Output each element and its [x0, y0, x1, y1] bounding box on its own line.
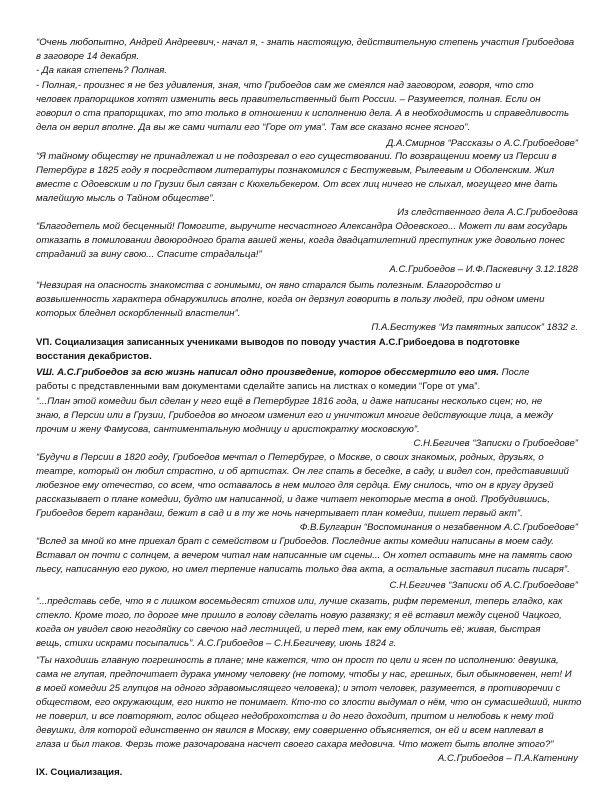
text-line: “...представь себе, что я с лишком восемьдесят стихов или, лучше сказать, рифм переменил, теперь гладко, как: [36, 596, 563, 607]
text-line: “Невзирая на опасность знакомства с гонимыми, он явно старался быть полезным. Благородство и: [36, 280, 501, 291]
section-heading: VП. Социализация записанных учениками выводов по поводу участия А.С.Грибоедова в подготовке: [36, 337, 520, 348]
attribution: С.Н.Бегичев “Записки об А.С.Грибоедове”: [389, 580, 578, 591]
text-line: в заговоре 14 декабря.: [36, 51, 140, 62]
text-line: обществом, его окружающим, его никто не понимает. Кто-то со злости выдумал о нём, что он сумасшедший, никто: [36, 697, 582, 708]
text-line: - Да какая степень? Полная.: [36, 65, 168, 76]
text-line: театре, который он любил страстно, и об артистах. Он лег спать в беседке, в саду, и видел сон, представивший: [36, 466, 569, 477]
text-line: работы с представленными вам документами сделайте запись на листках о комедии “Горе от ума”.: [36, 381, 481, 392]
text-line: в моей комедии 25 глупцов на одного здравомыслящего человека); и этот человек, разумеется, в противоречии с: [36, 683, 561, 694]
text-line: прочим и жену Фамусова, сантиментальную модницу и аристократку московскую”.: [36, 424, 420, 435]
text-line: отказать в помиловании двоюродного брата вашей жены, когда двадцатилетний преступник уже довольно понес: [36, 235, 565, 246]
text-line: страданий за вину свою... Спасите страдальца!”: [36, 249, 262, 260]
text-line: “Я тайному обществу не принадлежал и не подозревал о его существовании. По возвращении моему из Персии в: [36, 151, 557, 162]
text-line: вместе с Одоевским и по Грузии был связан с Кюхельбекером. От всех лиц ничего не слыхал, могущего мне дать: [36, 179, 558, 190]
text-line: Грибоедов берет карандаш, бежит в сад и в ту же ночь начертывает план комедии, пишет первый акт”.: [36, 508, 523, 519]
text-line: человек прапорщиков хотят изменить весь правительственный быт России. – Разумеется, полная. Если он: [36, 94, 541, 105]
text-line: любезное ему отечество, со всем, что оставалось в нем милого для сердца. Ему снилось, что он в кругу друзей: [36, 480, 554, 491]
text-line: не поверил, и все повторяют, голос общего недоброхотства и до него доходит, притом и нелюбовь к нему той: [36, 711, 554, 722]
section-heading: [36, 367, 578, 379]
attribution: Ф.В.Булгарин “Воспоминания о незабвенном А.С.Грибоедове”: [299, 522, 578, 533]
section-instruction: После: [498, 367, 530, 378]
text-line: пьесу, написанную его рукою, но имел терпение написать только два акта, а остальные заставил писать писаря”.: [36, 564, 570, 575]
text-line: Петербург в 1825 году я посредством литературы познакомился с Бестужевым, Рылеевым и Оболенским. Жил: [36, 165, 555, 176]
text-line: стекло. Кроме того, по дороге мне пришло в голову сделать новую развязку; я её вставил между сценой Чацкого,: [36, 610, 562, 621]
text-line: девушки, для которой единственно он явился в Москву, ему совершенно объясняется, он ей и всем наплевал в: [36, 725, 544, 736]
section-heading: IX. Социализация.: [36, 767, 123, 778]
text-line: которых бледнел оскорбленный властелин”.: [36, 308, 241, 319]
text-line: “Будучи в Персии в 1820 году, Грибоедов мечтал о Петербурге, о Москве, о своих знакомых, родных, друзьях, о: [36, 452, 544, 463]
section-heading-bold: VШ. А.С.Грибоедов за всю жизнь написал одно произведение, которое обессмертило его имя.: [36, 367, 499, 378]
text-line: возвышенность характера обнаружились вполне, когда он дерзнул говорить в пользу людей, при одном имени: [36, 294, 545, 305]
text-line: Вставал он почти с солнцем, а вечером читал нам написанные им сцены... Он хотел оставить мне на память свою: [36, 550, 573, 561]
text-line: - Полная,- произнес я не без удивления, зная, что Грибоедов сам же смеялся над заговором, говоря, что сто: [36, 80, 534, 91]
text-line: сама не глупая, предпочитает дурака умному человеку (не потому, чтобы у нас, грешных, был обыкновенен, нет! И: [36, 669, 572, 680]
text-line: “...План этой комедии был сделан у него ещё в Петербурге 1816 года, и даже написаны несколько сцен; но, не: [36, 396, 543, 407]
text-line: “Очень любопытно, Андрей Андреевич,- начал я, - знать настоящую, действительную степень участия Грибоедова: [36, 37, 575, 48]
text-line: говорил о ста прапорщиках, то это только в отношении к исполнению дела. А в необходимость и справедливость: [36, 108, 570, 119]
section-heading: восстания декабристов.: [36, 351, 152, 362]
text-line: рассказывает о плане комедии, будто им написанной, и даже читает некоторые места в оной. Пробудившись,: [36, 494, 550, 505]
attribution: А.С.Грибоедов – П.А.Катенину: [437, 753, 578, 764]
text-line: “Ты находишь главную погрешность в плане; мне кажется, что он прост по цели и ясен по исполнению: девушка,: [36, 655, 559, 666]
attribution: Д.А.Смирнов “Рассказы о А.С.Грибоедове”: [386, 138, 578, 149]
text-line: когда он увидел свою негодяйку со свечою над лестницей, и перед тем, как ему обличить её; живая, быстрая: [36, 624, 541, 635]
text-line: малейшую мысль о Тайном обществе”.: [36, 193, 216, 204]
text-line: “Вслед за мной ко мне приехал брат с семейством и Грибоедов. Последние акты комедии написаны в моем саду.: [36, 536, 554, 547]
text-line: дела он верил вполне. Да вы же сами читали его “Горе от ума”. Там все сказано яснее ясного”.: [36, 122, 471, 133]
text-line: глаза и был таков. Ферзь тоже разочарована насчет своего сахара медовича. Что может быть вполне этого?”: [36, 739, 554, 750]
text-line: “Благодетель мой бесценный! Помогите, выручите несчастного Александра Одоевского... Может ли вам государь: [36, 221, 568, 232]
text-line: знаю, в Персии или в Грузии, Грибоедов во многом изменил его и уничтожил многие действующие лица, а между: [36, 410, 553, 421]
attribution: С.Н.Бегичев “Записки о Грибоедове”: [413, 438, 578, 449]
attribution: Из следственного дела А.С.Грибоедова: [397, 207, 578, 218]
text-line: вещь, стихи искрами посыпались”. А.С.Грибоедов – С.Н.Бегичеву, июнь 1824 г.: [36, 638, 397, 649]
attribution: П.А.Бестужев “Из памятных записок” 1832 г.: [371, 322, 578, 333]
attribution: А.С.Грибоедов – И.Ф.Паскевичу 3.12.1828: [389, 264, 578, 275]
